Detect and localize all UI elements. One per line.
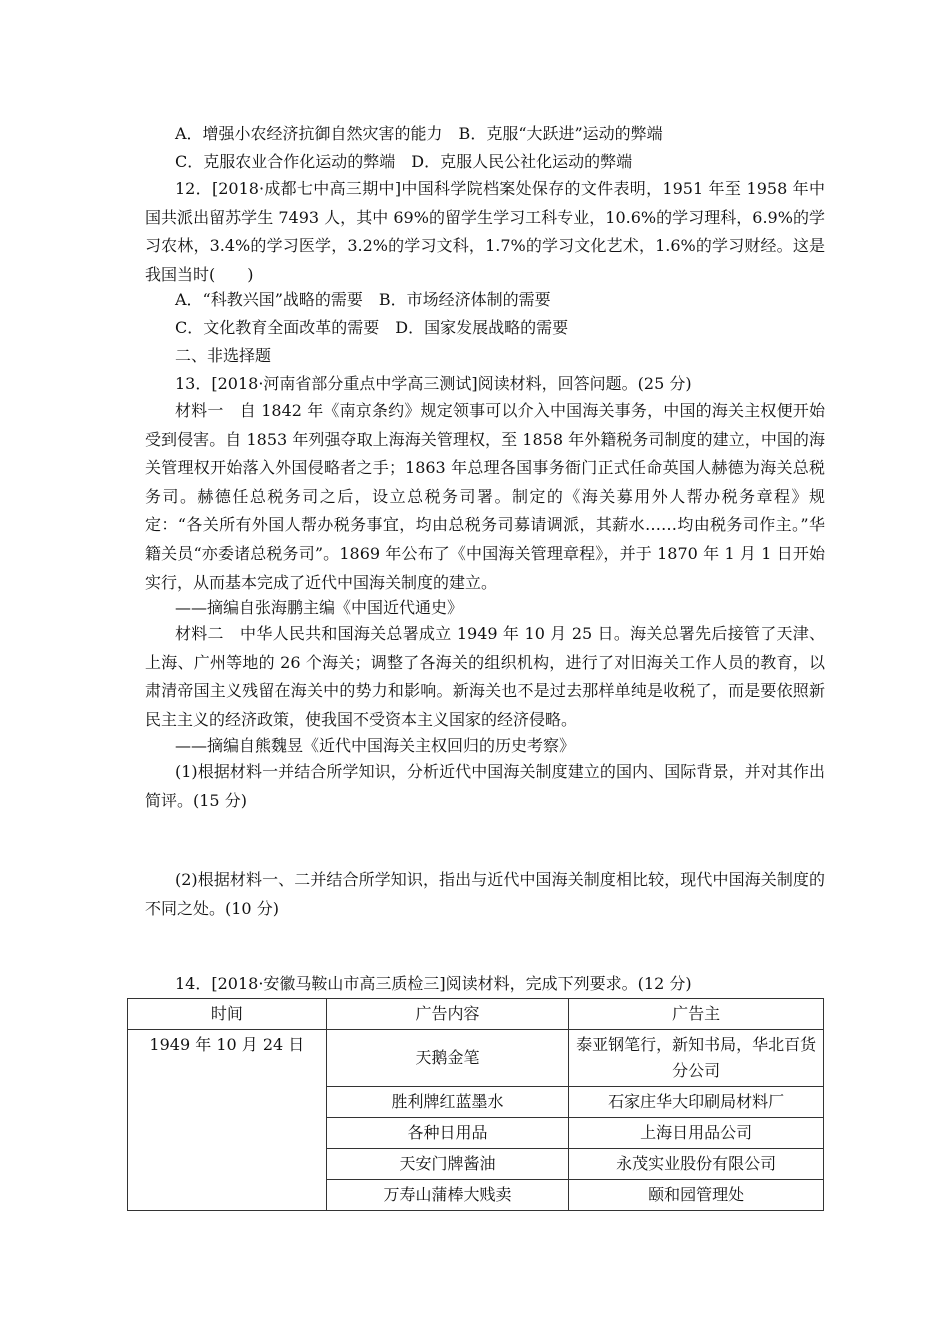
q11-options-cd: C．克服农业合作化运动的弊端 D．克服人民公社化运动的弊端 xyxy=(175,152,633,171)
q12-options-ab: A．“科教兴国”战略的需要 B．市场经济体制的需要 xyxy=(175,290,551,309)
q13-sub-question-1: (1)根据材料一并结合所学知识，分析近代中国海关制度建立的国内、国际背景，并对其作出简评。(15 分) xyxy=(145,762,825,810)
column-header-time: 时间 xyxy=(128,999,327,1030)
advertiser-cell: 上海日用品公司 xyxy=(569,1118,824,1149)
section-heading: 二、非选择题 xyxy=(175,346,272,365)
q12-options-cd: C．文化教育全面改革的需要 D．国家发展战略的需要 xyxy=(175,318,569,337)
advertiser-cell: 颐和园管理处 xyxy=(569,1180,824,1211)
q13-material-1: 材料一 自 1842 年《南京条约》规定领事可以介入中国海关事务，中国的海关主权便开始受到侵害。自 1853 年列强夺取上海海关管理权，至 1858 年外籍税务司制度的建立，中国的海关管理权开始落入外国侵略者之手；1863 年总理各国事务衙门正式任命英国人赫德为海关总税务司。赫德任总税务司之后，设立总税务司署。制定的《海关募用外人帮办税务章程》规定：“各关所有外国人帮办税务事宜，均由总税务司募请调派，其薪水……均由税务司作主。”华籍关员“亦委诸总税务司”。1869 年公布了《中国海关管理章程》，并于 1870 年 1 月 1 日开始实行，从而基本完成了近代中国海关制度的建立。 xyxy=(145,401,825,592)
table-header-row xyxy=(128,999,824,1030)
ad-content-cell: 天鹅金笔 xyxy=(326,1030,569,1087)
ad-content-cell: 胜利牌红蓝墨水 xyxy=(326,1087,569,1118)
q13-sub-question-2: (2)根据材料一、二并结合所学知识，指出与近代中国海关制度相比较，现代中国海关制度的不同之处。(10 分) xyxy=(145,870,825,918)
q13-source-1: ——摘编自张海鹏主编《中国近代通史》 xyxy=(175,598,464,617)
date-cell: 1949 年 10 月 24 日 xyxy=(128,1030,327,1211)
q11-options-ab: A．增强小农经济抗御自然灾害的能力 B．克服“大跃进”运动的弊端 xyxy=(175,124,663,143)
advertisement-table xyxy=(127,998,824,1211)
advertiser-cell: 石家庄华大印刷局材料厂 xyxy=(569,1087,824,1118)
ad-content-cell: 万寿山蒲棒大贱卖 xyxy=(326,1180,569,1211)
q14-stem: 14．[2018·安徽马鞍山市高三质检三]阅读材料，完成下列要求。(12 分) xyxy=(175,974,692,993)
advertiser-cell: 泰亚钢笔行，新知书局，华北百货分公司 xyxy=(569,1030,824,1087)
ad-content-cell: 天安门牌酱油 xyxy=(326,1149,569,1180)
column-header-advertiser: 广告主 xyxy=(569,999,824,1030)
q13-source-2: ——摘编自熊魏昱《近代中国海关主权回归的历史考察》 xyxy=(175,736,576,755)
q13-material-2: 材料二 中华人民共和国海关总署成立 1949 年 10 月 25 日。海关总署先后接管了天津、上海、广州等地的 26 个海关；调整了各海关的组织机构，进行了对旧海关工作人员的教育，以肃清帝国主义残留在海关中的势力和影响。新海关也不是过去那样单纯是收税了，而是要依照新民主主义的经济政策，使我国不受资本主义国家的经济侵略。 xyxy=(145,624,825,729)
table-row xyxy=(128,1030,824,1087)
q12-stem: 12．[2018·成都七中高三期中]中国科学院档案处保存的文件表明，1951 年至 1958 年中国共派出留苏学生 7493 人，其中 69%的留学生学习工科专业，10.6%的学习理科，6.9%的学习农林，3.4%的学习医学，3.2%的学习文科，1.7%的学习文化艺术，1.6%的学习财经。这是我国当时( ) xyxy=(145,179,825,284)
column-header-content: 广告内容 xyxy=(326,999,569,1030)
q13-stem: 13．[2018·河南省部分重点中学高三测试]阅读材料，回答问题。(25 分) xyxy=(175,374,692,393)
advertiser-cell: 永茂实业股份有限公司 xyxy=(569,1149,824,1180)
ad-content-cell: 各种日用品 xyxy=(326,1118,569,1149)
